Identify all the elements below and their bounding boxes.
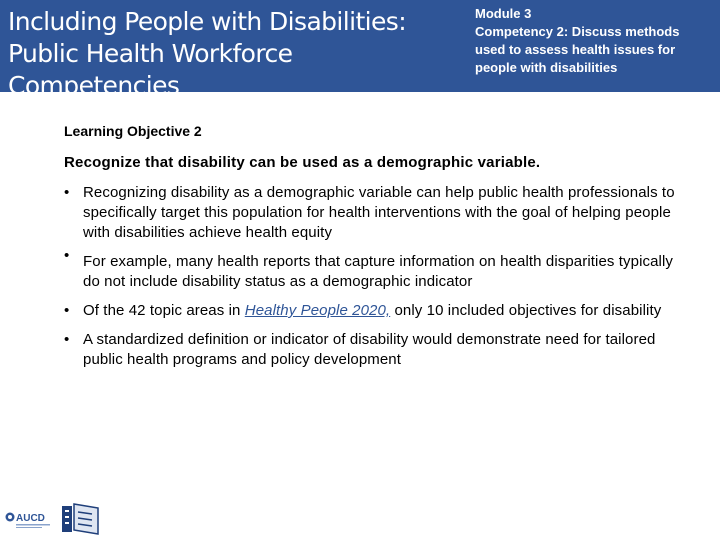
bullet-text: Recognizing disability as a demographic variable can help public health professionals to specifically target this population for health interventions with the goal of helping people with disabilities achieve health equity <box>83 184 675 241</box>
bullet-list <box>64 183 684 370</box>
bullet-text: For example, many health reports that capture information on health disparities typically do not include disability status as a demographic indicator <box>83 253 674 290</box>
bullet-text: A standardized definition or indicator of disability would demonstrate need for tailored public health programs and policy development <box>83 331 656 368</box>
module-line: used to assess health issues for <box>475 42 676 57</box>
bullet-icon: • <box>64 247 70 264</box>
bullet-icon: • <box>64 184 70 201</box>
healthy-people-link[interactable]: Healthy People 2020, <box>244 302 391 319</box>
bullet-icon: • <box>64 302 70 319</box>
bullet-icon: • <box>64 331 70 348</box>
module-line: Competency 2: Discuss methods <box>475 24 680 39</box>
bullet-text-after: only 10 included objectives for disability <box>390 302 662 319</box>
objective-statement: Recognize that disability can be used as a demographic variable. <box>64 154 541 171</box>
module-line: people with disabilities <box>475 60 618 75</box>
list-item <box>64 330 684 370</box>
title-line-1: Including People with Disabilities: <box>8 7 407 36</box>
list-item <box>64 183 684 243</box>
slide-title <box>8 6 453 102</box>
bullet-text-before: Of the 42 topic areas in <box>83 302 245 319</box>
logo-text: AUCD <box>16 513 45 524</box>
module-info <box>475 5 715 77</box>
module-line: Module 3 <box>475 6 532 21</box>
list-item <box>64 301 684 321</box>
list-item <box>64 247 684 292</box>
slide-content <box>64 121 684 379</box>
title-line-2: Public Health Workforce Competencies <box>8 39 293 100</box>
objective-label: Learning Objective 2 <box>64 123 202 139</box>
aucd-logo <box>4 508 54 530</box>
emblem-icon <box>60 500 102 538</box>
header-banner <box>0 0 720 100</box>
